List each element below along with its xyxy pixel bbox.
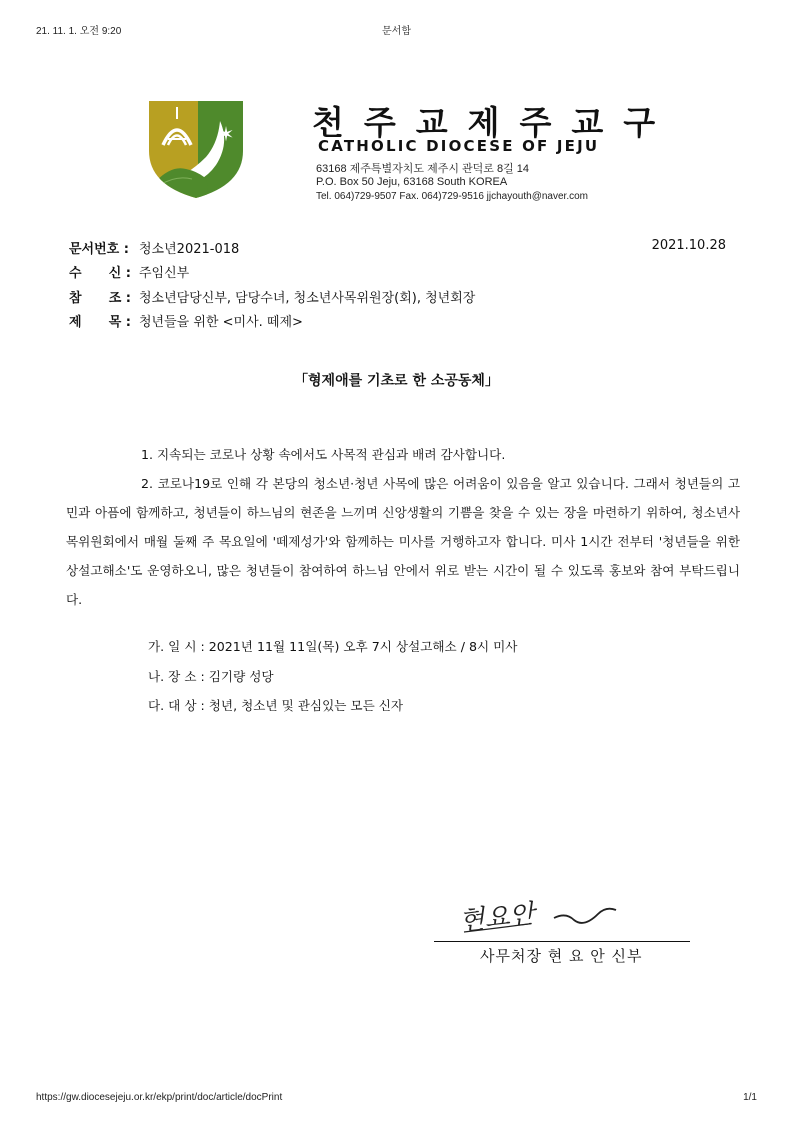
reference-row xyxy=(69,287,475,306)
signature-line xyxy=(434,941,690,942)
signer-name: 사무처장 현 요 안 신부 xyxy=(480,947,643,965)
detail-audience: 다. 대 상 : 청년, 청소년 및 관심있는 모든 신자 xyxy=(148,698,404,713)
address-ko: 63168 제주특별자치도 제주시 관덕로 8길 14 xyxy=(316,163,529,175)
title-row xyxy=(69,311,303,330)
diocese-title-ko: 천주교제주교구 xyxy=(312,103,676,142)
svg-text:현요안: 현요안 xyxy=(458,899,537,937)
doc-date: 2021.10.28 xyxy=(651,238,726,253)
subject-heading: 「형제애를 기초로 한 소공동체」 xyxy=(294,373,499,389)
recipient: 주임신부 xyxy=(139,266,190,281)
letter-title: 청년들을 위한 <미사. 떼제> xyxy=(139,315,303,330)
diocese-logo xyxy=(146,99,246,199)
reference: 청소년담당신부, 담당수녀, 청소년사목위원장(회), 청년회장 xyxy=(139,291,476,306)
svg-text:✶: ✶ xyxy=(217,122,235,146)
print-page-title: 문서함 xyxy=(382,26,411,37)
print-page-number: 1/1 xyxy=(743,1092,757,1103)
detail-location: 나. 장 소 : 김기량 성당 xyxy=(148,669,274,684)
address-en: P.O. Box 50 Jeju, 63168 South KOREA xyxy=(316,176,508,188)
letter-body xyxy=(66,440,740,614)
body-paragraph-2: 2. 코로나19로 인해 각 본당의 청소년·청년 사목에 많은 어려움이 있음을 알고 있습니다. 그래서 청년들의 고민과 아픔에 함께하고, 청년들이 하느님의 현존을 느끼며 신앙생활의 기쁨을 찾을 수 있는 장을 마련하기 위하여, 청소년사목위원회에서 매월 둘째 주 목요일에 '떼제성가'와 함께하는 미사를 거행하고자 합니다. 미사 1시간 전부터 '청년들을 위한 상설고해소'도 운영하오니, 많은 청년들이 참여하여 하느님 안에서 위로 받는 시간이 될 수 있도록 홍보와 참여 부탁드립니다. xyxy=(66,476,740,607)
contact-info: Tel. 064)729-9507 Fax. 064)729-9516 jjchayouth@naver.com xyxy=(316,191,588,202)
title-label: 제 목 : xyxy=(69,315,131,330)
print-url[interactable]: https://gw.diocesejeju.or.kr/ekp/print/doc/article/docPrint xyxy=(36,1092,283,1103)
reference-label: 참 조 : xyxy=(69,291,131,306)
recipient-row xyxy=(69,262,189,281)
diocese-title-en: CATHOLIC DIOCESE OF JEJU xyxy=(318,137,600,155)
print-datetime: 21. 11. 1. 오전 9:20 xyxy=(36,26,122,37)
doc-number-row xyxy=(69,238,239,257)
handwritten-signature xyxy=(458,894,618,939)
detail-datetime: 가. 일 시 : 2021년 11월 11일(목) 오후 7시 상설고해소 / 8시 미사 xyxy=(148,639,518,654)
body-paragraph-1: 1. 지속되는 코로나 상황 속에서도 사목적 관심과 배려 감사합니다. xyxy=(141,447,506,462)
doc-number: 청소년2021-018 xyxy=(139,242,240,257)
doc-number-label: 문서번호 : xyxy=(69,242,129,257)
recipient-label: 수 신 : xyxy=(69,266,131,281)
